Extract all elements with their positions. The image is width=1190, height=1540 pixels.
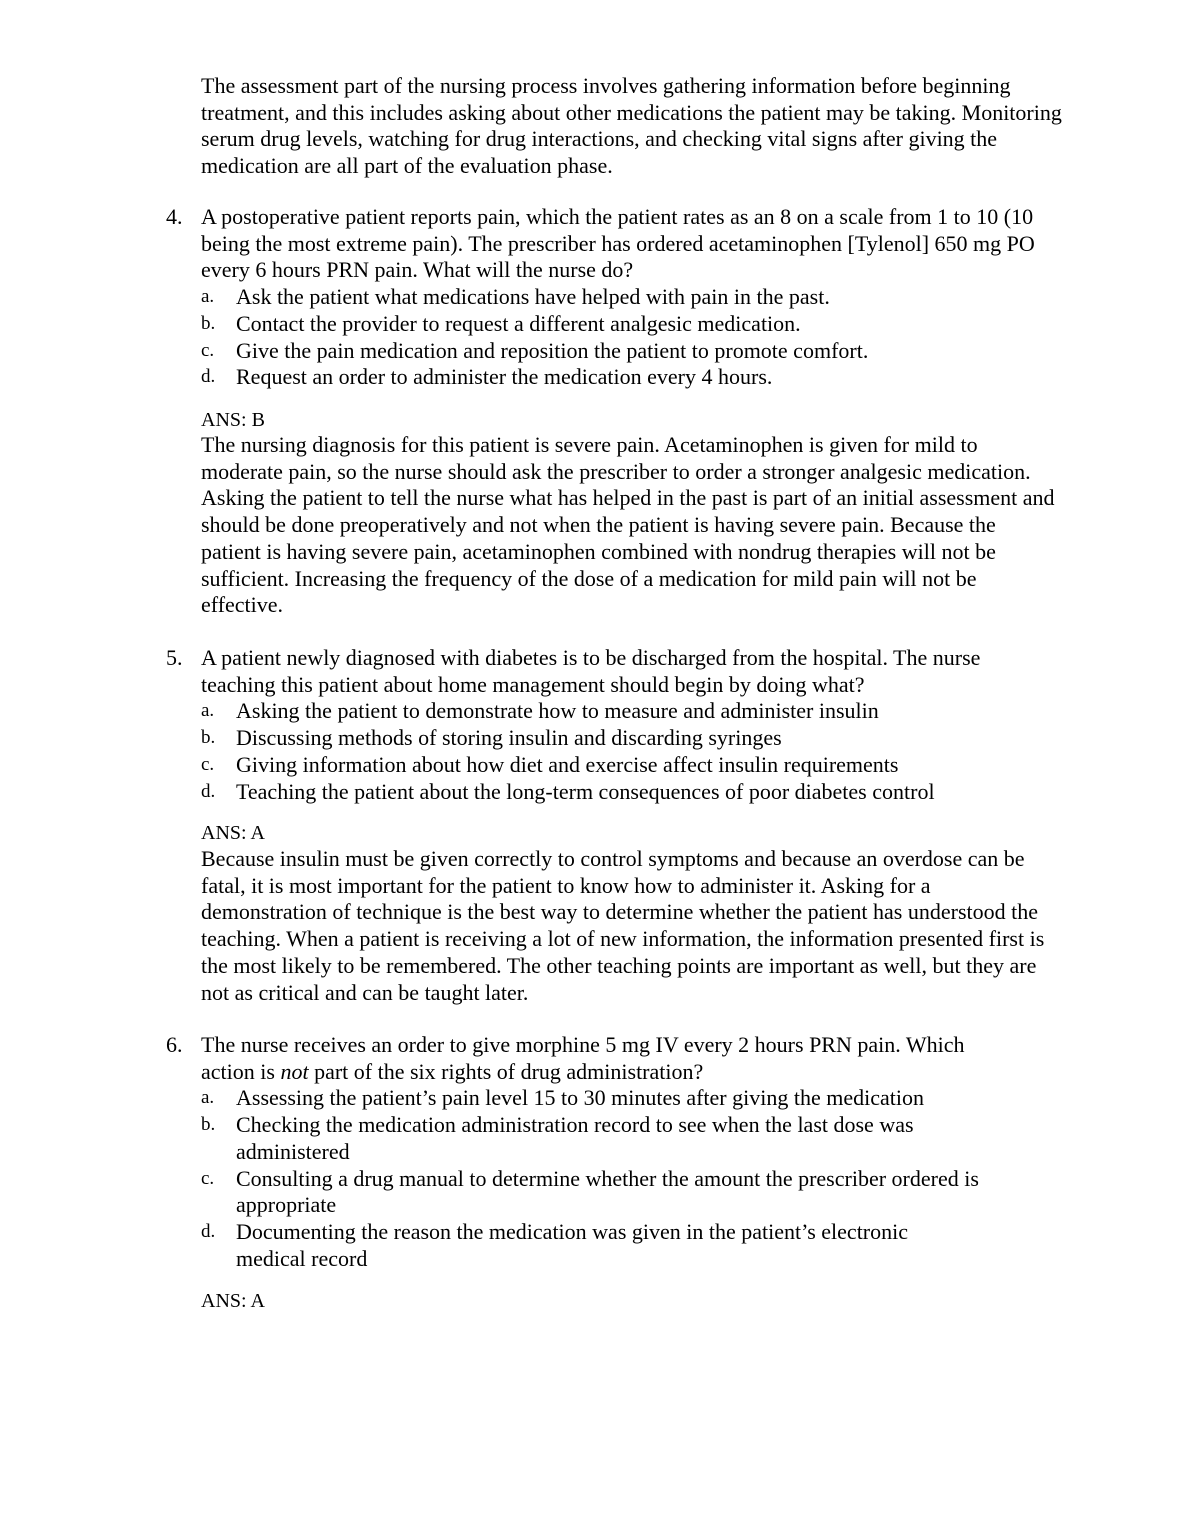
option-c bbox=[201, 338, 1061, 365]
question-number: 6. bbox=[166, 1032, 183, 1057]
option-c bbox=[201, 752, 1051, 779]
option-text: Documenting the reason the medication was given in the patient’s electronic medical record bbox=[236, 1218, 909, 1271]
option-text: Contact the provider to request a different analgesic medication. bbox=[236, 310, 801, 336]
option-text: Consulting a drug manual to determine whether the amount the prescriber ordered is appropriate bbox=[236, 1165, 979, 1218]
question-stem bbox=[201, 1032, 1021, 1085]
option-d bbox=[201, 364, 1061, 391]
answer: ANS: A bbox=[201, 822, 265, 844]
answer: ANS: B bbox=[201, 409, 265, 431]
option-letter: d. bbox=[201, 366, 216, 388]
option-text: Ask the patient what medications have helped with pain in the past. bbox=[236, 284, 830, 310]
question-number: 5. bbox=[166, 645, 183, 670]
rationale: Because insulin must be given correctly to control symptoms and because an overdose can be fatal, it is most important for the patient to know how to administer it. Asking for a demonstration of technique is the best way to determine whether the patient has understood the teaching. When a patient is receiving a lot of new information, the information presented first is the most likely to be remembered. The other teaching points are important as well, but they are not as critical and can be taught later. bbox=[201, 846, 1045, 1005]
answer: ANS: A bbox=[201, 1290, 265, 1312]
option-text: Give the pain medication and reposition the patient to promote comfort. bbox=[236, 337, 869, 363]
intro-rationale: The assessment part of the nursing process involves gathering information before beginning treatment, and this includes asking about other medications the patient may be taking. Monitoring serum drug levels, watching for drug interactions, and checking vital signs after giving the medication are all part of the evaluation phase. bbox=[201, 73, 1062, 179]
option-letter: d. bbox=[201, 780, 216, 802]
option-letter: c. bbox=[201, 339, 215, 361]
option-a bbox=[201, 698, 1051, 725]
option-letter: a. bbox=[201, 1087, 215, 1109]
option-letter: b. bbox=[201, 312, 216, 334]
option-text: Discussing methods of storing insulin and discarding syringes bbox=[236, 725, 782, 751]
option-a bbox=[201, 1085, 1021, 1112]
stem-text: part of the six rights of drug administration? bbox=[308, 1058, 704, 1084]
rationale: The nursing diagnosis for this patient is severe pain. Acetaminophen is given for mild to moderate pain, so the nurse should ask the prescriber to order a stronger analgesic medication. Asking the patient to tell the nurse what has helped in the past is part of an initial assessment and should be done preoperatively and not when the patient is having severe pain. Because the patient is having severe pain, acetaminophen combined with nondrug therapies will not be sufficient. Increasing the frequency of the dose of a medication for mild pain will not be effective. bbox=[201, 432, 1055, 618]
question-6 bbox=[201, 1032, 1021, 1272]
option-d bbox=[201, 1219, 966, 1272]
option-a bbox=[201, 284, 1061, 311]
option-text: Assessing the patient’s pain level 15 to 30 minutes after giving the medication bbox=[236, 1085, 924, 1111]
option-d bbox=[201, 779, 1051, 806]
option-letter: a. bbox=[201, 286, 215, 308]
question-stem: A patient newly diagnosed with diabetes is to be discharged from the hospital. The nurse teaching this patient about home management should begin by doing what? bbox=[201, 645, 981, 697]
option-letter: b. bbox=[201, 727, 216, 749]
option-text: Teaching the patient about the long-term consequences of poor diabetes control bbox=[236, 778, 935, 804]
option-text: Checking the medication administration record to see when the last dose was administered bbox=[236, 1112, 914, 1164]
question-number: 4. bbox=[166, 204, 183, 229]
option-b bbox=[201, 311, 1061, 338]
option-letter: a. bbox=[201, 700, 215, 722]
option-letter: d. bbox=[201, 1220, 216, 1242]
stem-text: The nurse receives an order to give morphine 5 mg IV every 2 hours PRN pain. Which action is bbox=[201, 1032, 965, 1084]
option-c bbox=[201, 1166, 1016, 1219]
stem-emphasis: not bbox=[280, 1058, 309, 1084]
option-text: Giving information about how diet and exercise affect insulin requirements bbox=[236, 751, 899, 777]
option-b bbox=[201, 1112, 966, 1165]
question-4 bbox=[201, 204, 1061, 391]
question-5 bbox=[201, 645, 1051, 805]
option-letter: c. bbox=[201, 1167, 215, 1189]
option-letter: b. bbox=[201, 1114, 216, 1136]
option-b bbox=[201, 725, 1051, 752]
option-text: Asking the patient to demonstrate how to measure and administer insulin bbox=[236, 698, 879, 724]
option-text: Request an order to administer the medication every 4 hours. bbox=[236, 364, 773, 390]
option-letter: c. bbox=[201, 753, 215, 775]
question-stem: A postoperative patient reports pain, which the patient rates as an 8 on a scale from 1 to 10 (10 being the most extreme pain). The prescriber has ordered acetaminophen [Tylenol] 650 mg PO every 6 hours PRN pain. What will the nurse do? bbox=[201, 204, 1035, 283]
